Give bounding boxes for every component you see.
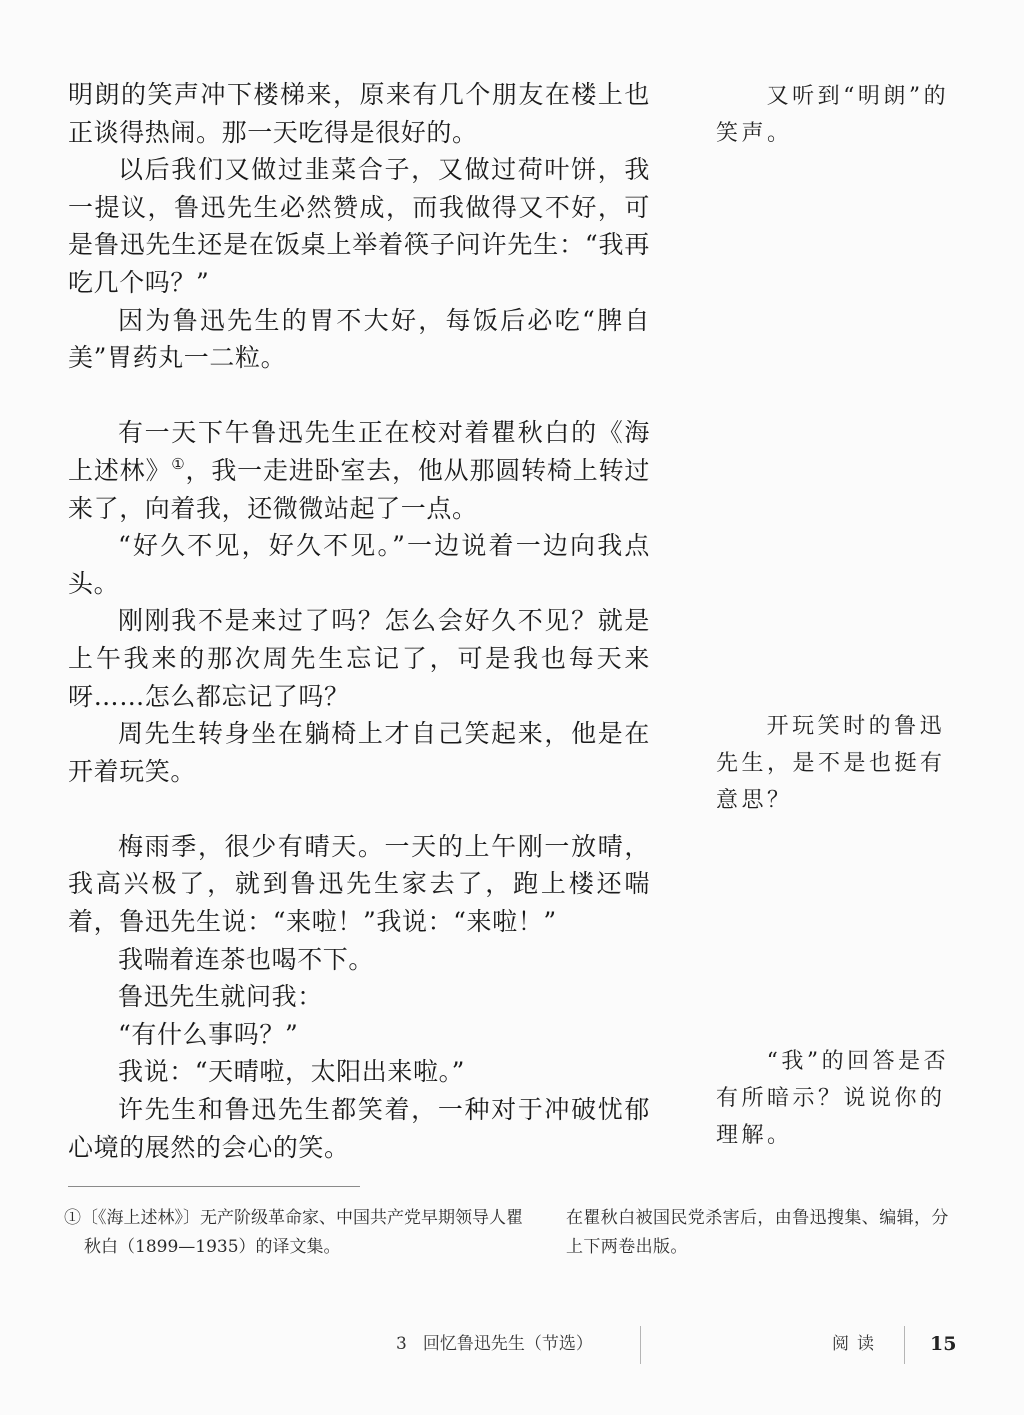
footer-section-label: 阅读 bbox=[832, 1334, 882, 1354]
footer-chapter-title: 回忆鲁迅先生（节选） bbox=[422, 1334, 593, 1354]
paragraph-2: 以后我们又做过韭菜合子，又做过荷叶饼，我一提议，鲁迅先生必然赞成，而我做得又不好，可是鲁迅先生还是在饭桌上举着筷子问许先生：“我再吃几个吗？” bbox=[68, 155, 650, 297]
paragraph-4 bbox=[68, 414, 650, 527]
footer-divider bbox=[904, 1326, 905, 1364]
side-note-3 bbox=[716, 1043, 960, 1154]
paragraph-3: 因为鲁迅先生的胃不大好，每饭后必吃“脾自美”胃药丸一二粒。 bbox=[68, 305, 650, 373]
main-text-body bbox=[68, 76, 650, 1166]
footnote-text-left: ①〔《海上述林》〕无产阶级革命家、中国共产党早期领导人瞿秋白（1899—1935）的译文集。 bbox=[64, 1208, 523, 1257]
footnote-marker: ① bbox=[171, 454, 186, 473]
paragraph-11: “有什么事吗？” bbox=[118, 1019, 299, 1049]
paragraph-1: 明朗的笑声冲下楼梯来，原来有几个朋友在楼上也正谈得热闹。那一天吃得是很好的。 bbox=[68, 80, 650, 147]
side-note-2-text: 开玩笑时的鲁迅先生，是不是也挺有意思？ bbox=[716, 714, 946, 813]
section-break bbox=[68, 377, 650, 415]
section-break bbox=[68, 790, 650, 828]
paragraph-6: 刚刚我不是来过了吗？怎么会好久不见？就是上午我来的那次周先生忘记了，可是我也每天来呀……怎么都忘记了吗？ bbox=[68, 606, 650, 711]
side-note-1 bbox=[716, 78, 960, 152]
paragraph-4-end: ，我一走进卧室去，他从那圆转椅上转过来了，向着我，还微微站起了一点。 bbox=[68, 455, 650, 523]
side-note-3-text: “我”的回答是否有所暗示？说说你的理解。 bbox=[716, 1049, 950, 1148]
paragraph-10: 鲁迅先生就问我： bbox=[118, 982, 323, 1012]
footer-divider bbox=[640, 1326, 641, 1364]
footnote-divider bbox=[68, 1186, 360, 1187]
page-number: 15 bbox=[930, 1333, 957, 1355]
paragraph-13: 许先生和鲁迅先生都笑着，一种对于冲破忧郁心境的展然的会心的笑。 bbox=[68, 1095, 650, 1162]
side-note-2 bbox=[716, 708, 960, 819]
footer-chapter-number: 3 bbox=[396, 1334, 407, 1354]
paragraph-7: 周先生转身坐在躺椅上才自己笑起来，他是在开着玩笑。 bbox=[68, 719, 650, 786]
paragraph-8: 梅雨季，很少有晴天。一天的上午刚一放晴，我高兴极了，就到鲁迅先生家去了，跑上楼还喘着，鲁迅先生说：“来啦！”我说：“来啦！” bbox=[68, 831, 650, 937]
footer-chapter bbox=[396, 1332, 593, 1356]
paragraph-5: “好久不见，好久不见。”一边说着一边向我点头。 bbox=[68, 531, 650, 598]
paragraph-9: 我喘着连茶也喝不下。 bbox=[118, 944, 375, 974]
paragraph-12: 我说：“天晴啦，太阳出来啦。” bbox=[118, 1057, 466, 1087]
paragraph-4-start: 有一天下午鲁迅先生正在校对着瞿秋白的《海上述林》 bbox=[68, 418, 650, 485]
footnote-text-right: 在瞿秋白被国民党杀害后，由鲁迅搜集、编辑，分上下两卷出版。 bbox=[566, 1208, 949, 1257]
side-note-1-text: 又听到“明朗”的笑声。 bbox=[716, 84, 950, 146]
